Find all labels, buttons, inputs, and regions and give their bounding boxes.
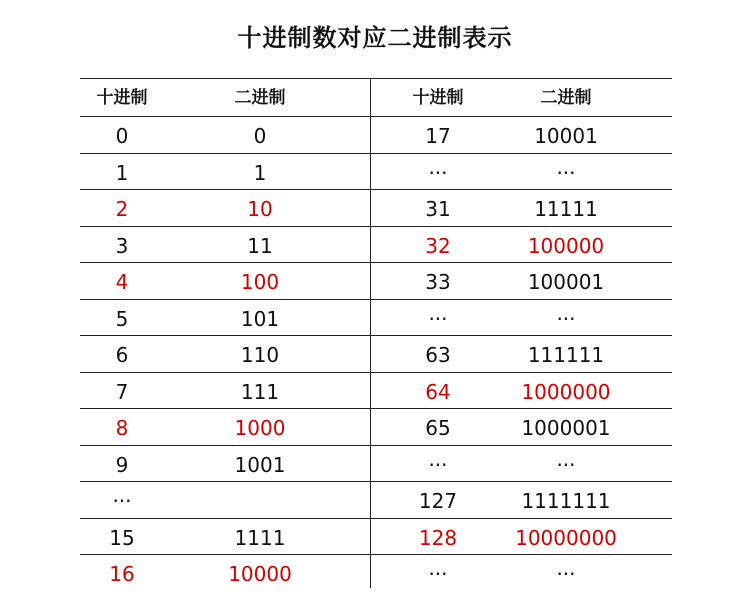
binary-cell: 0	[253, 124, 267, 148]
decimal-cell: 31	[425, 197, 451, 221]
row-rule	[80, 226, 672, 227]
decimal-cell: 33	[425, 270, 451, 294]
decimal-cell: 64	[425, 379, 451, 404]
binary-cell: ···	[556, 562, 576, 586]
table-row	[80, 374, 672, 410]
binary-cell: 11	[247, 233, 273, 258]
binary-cell: ···	[556, 306, 576, 331]
row-rule	[80, 153, 672, 154]
column-header: 二进制	[234, 88, 286, 108]
decimal-cell: 8	[115, 416, 129, 440]
table-row	[80, 301, 672, 337]
table-row	[80, 155, 672, 191]
header-row	[80, 80, 672, 116]
table-row	[80, 228, 672, 264]
column-header: 十进制	[412, 88, 464, 108]
table-row	[80, 337, 672, 373]
table-row	[80, 410, 672, 446]
row-rule	[80, 299, 672, 300]
decimal-cell: ···	[112, 489, 132, 513]
decimal-cell: 16	[109, 562, 135, 586]
header-rule	[80, 116, 672, 117]
decimal-cell: 65	[425, 416, 451, 440]
row-rule	[80, 554, 672, 555]
binary-cell: 1000001	[521, 416, 611, 440]
row-rule	[80, 518, 672, 519]
binary-cell: 111111	[527, 343, 605, 367]
decimal-cell: 2	[115, 197, 129, 221]
row-rule	[80, 481, 672, 482]
binary-cell: 1001	[234, 452, 286, 477]
binary-cell: 10000	[228, 562, 292, 586]
decimal-cell: 17	[425, 124, 451, 148]
row-rule	[80, 262, 672, 263]
binary-cell: 1000000	[521, 379, 611, 404]
binary-cell: 11111	[534, 197, 598, 221]
decimal-cell: 9	[115, 452, 129, 477]
binary-cell: 110	[240, 343, 280, 367]
binary-cell: ···	[556, 452, 576, 477]
binary-cell: 10001	[534, 124, 598, 148]
decimal-cell: 128	[418, 525, 458, 550]
row-rule	[80, 335, 672, 336]
binary-cell: 100001	[527, 270, 605, 294]
binary-cell	[200, 483, 320, 519]
binary-cell: ···	[556, 160, 576, 185]
decimal-cell: 0	[115, 124, 129, 148]
binary-cell: 100000	[527, 233, 605, 258]
decimal-cell: 63	[425, 343, 451, 367]
decimal-cell: ···	[428, 452, 448, 477]
decimal-cell: ···	[428, 562, 448, 586]
binary-cell: 1	[253, 160, 267, 185]
table-row	[80, 520, 672, 556]
table-top-rule	[80, 78, 672, 79]
binary-cell: 101	[240, 306, 280, 331]
decimal-cell: 3	[115, 233, 129, 258]
row-rule	[80, 408, 672, 409]
binary-cell: 10000000	[515, 525, 617, 550]
table-row	[80, 264, 672, 300]
binary-cell: 10	[247, 197, 273, 221]
decimal-cell: 1	[115, 160, 129, 185]
table-row	[80, 118, 672, 154]
binary-cell: 1000	[234, 416, 286, 440]
decimal-cell: 127	[418, 489, 458, 513]
binary-cell: 1111111	[521, 489, 611, 513]
decimal-cell: ···	[428, 160, 448, 185]
table-row	[80, 556, 672, 592]
row-rule	[80, 189, 672, 190]
decimal-cell: 6	[115, 343, 129, 367]
table-row	[80, 447, 672, 483]
row-rule	[80, 372, 672, 373]
conversion-table	[80, 78, 672, 588]
column-header: 二进制	[540, 88, 592, 108]
table-row	[80, 191, 672, 227]
column-header: 十进制	[96, 88, 148, 108]
decimal-cell: 4	[115, 270, 129, 294]
binary-cell: 111	[240, 379, 280, 404]
page-title: 十进制数对应二进制表示	[237, 24, 513, 52]
decimal-cell: 32	[425, 233, 451, 258]
decimal-cell: ···	[428, 306, 448, 331]
binary-cell: 1111	[234, 525, 286, 550]
binary-cell: 100	[240, 270, 280, 294]
decimal-cell: 7	[115, 379, 129, 404]
decimal-cell: 15	[109, 525, 135, 550]
table-row	[80, 483, 672, 519]
decimal-cell: 5	[115, 306, 129, 331]
row-rule	[80, 445, 672, 446]
